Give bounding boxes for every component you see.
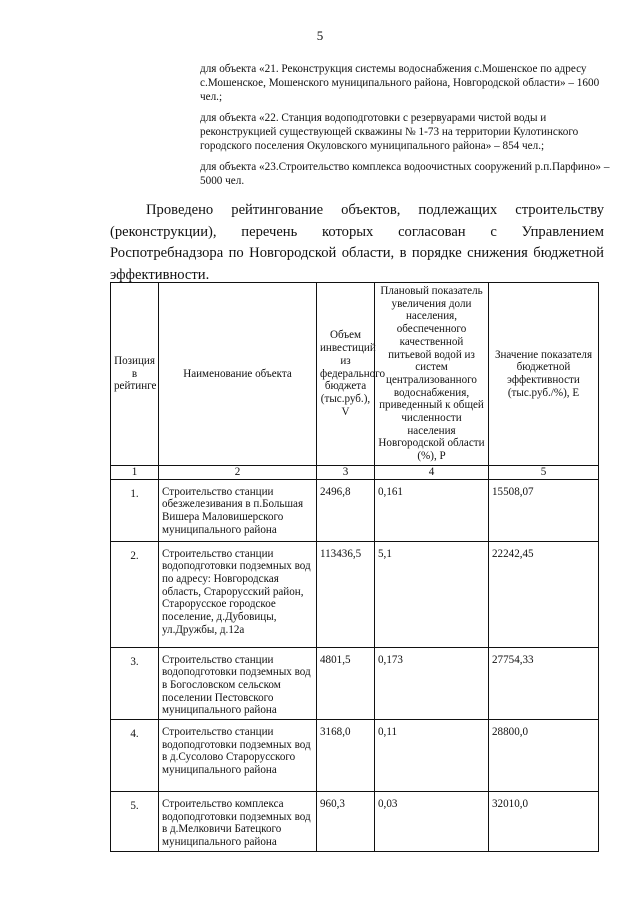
row-share: 0,11	[375, 720, 489, 792]
column-number: 3	[317, 465, 375, 479]
column-number: 1	[111, 465, 159, 479]
column-number-row	[111, 465, 599, 479]
header-name: Наименование объекта	[159, 283, 317, 466]
table-row	[111, 720, 599, 792]
row-volume: 960,3	[317, 792, 375, 852]
objects-list	[200, 62, 610, 195]
rating-table	[110, 282, 599, 852]
header-efficiency: Значение показателя бюджетной эффективности (тыс.руб./%), E	[489, 283, 599, 466]
row-object-name: Строительство станции обезжелезивания в п.Большая Вишера Маловишерского муниципального района	[159, 479, 317, 541]
object-item: для объекта «23.Строительство комплекса водоочистных сооружений р.п.Парфино» – 5000 чел.	[200, 161, 610, 187]
row-volume: 113436,5	[317, 541, 375, 647]
row-object-name: Строительство станции водоподготовки подземных вод по адресу: Новгородская область, Старорусский район, Старорусское городское поселение, д.Дубовицы, ул.Дружбы, д.12а	[159, 541, 317, 647]
row-share: 5,1	[375, 541, 489, 647]
row-object-name: Строительство станции водоподготовки подземных вод в Богословском сельском поселении Пестовского муниципального района	[159, 647, 317, 720]
row-efficiency: 15508,07	[489, 479, 599, 541]
table-row	[111, 792, 599, 852]
object-item: для объекта «22. Станция водоподготовки с резервуарами чистой воды и реконструкцией существующей скважины № 1-73 на территории Кулотинского городского поселения Окуловского муниципального района» – 854 чел.;	[200, 112, 579, 152]
row-share: 0,173	[375, 647, 489, 720]
row-position: 2.	[111, 541, 159, 647]
row-share: 0,161	[375, 479, 489, 541]
header-volume: Объем инвестиций из федерального бюджета (тыс.руб.), V	[317, 283, 375, 466]
table-header-row	[111, 283, 599, 466]
row-position: 5.	[111, 792, 159, 852]
table-row	[111, 479, 599, 541]
row-volume: 2496,8	[317, 479, 375, 541]
row-efficiency: 22242,45	[489, 541, 599, 647]
row-share: 0,03	[375, 792, 489, 852]
row-position: 1.	[111, 479, 159, 541]
row-efficiency: 27754,33	[489, 647, 599, 720]
row-efficiency: 32010,0	[489, 792, 599, 852]
column-number: 4	[375, 465, 489, 479]
row-object-name: Строительство станции водоподготовки подземных вод в д.Сусолово Старорусского муниципального района	[159, 720, 317, 792]
column-number: 2	[159, 465, 317, 479]
column-number: 5	[489, 465, 599, 479]
row-position: 4.	[111, 720, 159, 792]
table-row	[111, 647, 599, 720]
header-position: Позиция в рейтинге	[111, 283, 159, 466]
rating-paragraph: Проведено рейтингование объектов, подлежащих строительству (реконструкции), перечень которых согласован с Управлением Роспотребнадзора по Новгородской области, в порядке снижения бюджетной эффективности.	[110, 202, 604, 283]
object-item: для объекта «21. Реконструкция системы водоснабжения с.Мошенское по адресу с.Мошенское, Мошенского муниципального района, Новгородской области» – 1600 чел.;	[200, 63, 600, 103]
row-volume: 3168,0	[317, 720, 375, 792]
row-efficiency: 28800,0	[489, 720, 599, 792]
header-share: Плановый показатель увеличения доли населения, обеспеченного качественной питьевой водой из систем централизованного водоснабжения, приведенный к общей численности населения Новгородской области (%), P	[375, 283, 489, 466]
page-number: 5	[316, 28, 324, 43]
row-position: 3.	[111, 647, 159, 720]
table-row	[111, 541, 599, 647]
row-volume: 4801,5	[317, 647, 375, 720]
row-object-name: Строительство комплекса водоподготовки подземных вод в д.Мелковичи Батецкого муниципального района	[159, 792, 317, 852]
